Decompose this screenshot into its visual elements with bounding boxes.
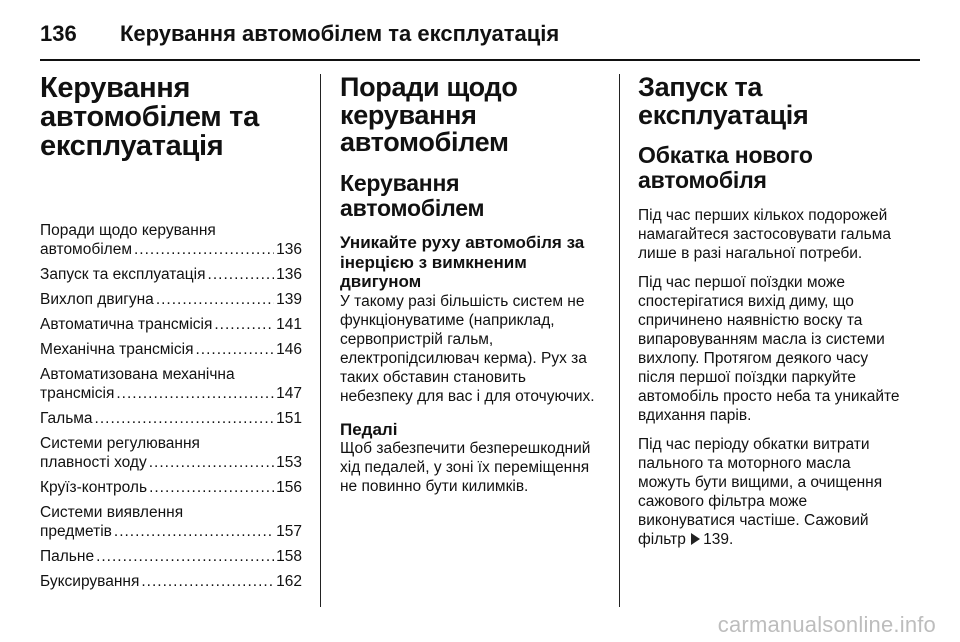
toc-leader-dots [156, 290, 274, 309]
toc-entry-final-line [40, 547, 302, 566]
toc-entry-final-line [40, 453, 302, 472]
column-toc [40, 74, 302, 597]
toc-entry-label: Вихлоп двигуна [40, 291, 154, 308]
toc-entry[interactable] [40, 221, 302, 259]
toc-entry[interactable] [40, 315, 302, 334]
toc-leader-dots [96, 547, 274, 566]
topic-heading-pedals: Педалі [340, 419, 398, 439]
page-number: 136 [40, 21, 77, 46]
toc-leader-dots [195, 340, 274, 359]
topic-heading-coasting: Уникайте руху автомобіля за інерцією з вимкненим двигуном [340, 233, 585, 292]
toc-entry[interactable] [40, 340, 302, 359]
toc-entry-final-line [40, 409, 302, 428]
toc-entry-label: Буксирування [40, 573, 140, 590]
toc-entry[interactable] [40, 434, 302, 472]
paragraph-coasting: У такому разі більшість систем не функціонуватиме (наприклад, сервопристрій гальм, електропідсилювач керма). Рух за таких обставин становить небезпеку для вас і для оточуючих. [340, 292, 595, 405]
toc-entry-label: Пальне [40, 548, 95, 565]
toc-leader-dots [114, 522, 274, 541]
toc-entry-final-line [40, 384, 302, 403]
toc-entry-label: трансмісія [40, 385, 115, 402]
toc-entry-final-line [40, 315, 302, 334]
toc-page-number: 157 [276, 523, 302, 540]
subsection-heading: Керування автомобілем [340, 169, 485, 221]
toc-entry[interactable] [40, 478, 302, 497]
toc-leader-dots [141, 572, 274, 591]
paragraph-consumption-text: Під час періоду обкатки витрати пального та моторного масла можуть бути вищими, а очищення сажового фільтра може виконуватися частіше. Сажовий фільтр [638, 435, 883, 548]
toc-page-number: 151 [276, 410, 302, 427]
paragraph-consumption [638, 435, 902, 549]
toc-page-number: 139 [276, 291, 302, 308]
toc-leader-dots [208, 265, 275, 284]
toc-entry[interactable] [40, 503, 302, 541]
toc-entry-line: Поради щодо керування [40, 222, 216, 239]
column-starting [638, 74, 902, 559]
column-divider-1 [320, 74, 321, 607]
toc-leader-dots [149, 453, 274, 472]
toc-entry[interactable] [40, 409, 302, 428]
section-heading-starting: Запуск та експлуатація [638, 72, 809, 130]
paragraph-pedals: Щоб забезпечити безперешкодний хід педалей, у зоні їх переміщення не повинно бути килимків. [340, 440, 591, 496]
toc-leader-dots [95, 409, 275, 428]
toc-leader-dots [134, 240, 274, 259]
paragraph-brakes: Під час перших кількох подорожей намагайтеся застосовувати гальма лише в разі нагальної потреби. [638, 206, 891, 262]
table-of-contents [40, 221, 302, 591]
toc-entry-final-line [40, 240, 302, 259]
toc-entry[interactable] [40, 365, 302, 403]
running-title: Керування автомобілем та експлуатація [120, 21, 560, 46]
toc-page-number: 156 [276, 479, 302, 496]
watermark-text: carmanualsonline.info [717, 612, 936, 637]
column-divider-2 [619, 74, 620, 607]
subsection-heading-runin: Обкатка нового автомобіля [638, 142, 813, 194]
toc-entry-label: плавності ходу [40, 454, 147, 471]
toc-leader-dots [116, 384, 274, 403]
toc-entry-final-line [40, 340, 302, 359]
toc-entry-label: Круїз-контроль [40, 479, 148, 496]
toc-entry-label: автомобілем [40, 241, 132, 258]
toc-page-number: 136 [276, 266, 302, 283]
toc-entry[interactable] [40, 547, 302, 566]
toc-entry-final-line [40, 478, 302, 497]
toc-page-number: 141 [276, 316, 302, 333]
toc-entry-label: Механічна трансмісія [40, 341, 194, 358]
toc-entry-final-line [40, 290, 302, 309]
toc-entry-final-line [40, 572, 302, 591]
page-header [40, 14, 920, 54]
page-reference-link[interactable]: 139. [703, 530, 734, 548]
toc-entry[interactable] [40, 290, 302, 309]
toc-page-number: 146 [276, 341, 302, 358]
toc-leader-dots [149, 478, 274, 497]
toc-entry[interactable] [40, 572, 302, 591]
toc-entry-label: предметів [40, 523, 112, 540]
toc-entry-line: Системи виявлення [40, 504, 184, 521]
toc-page-number: 153 [276, 454, 302, 471]
toc-entry-label: Автоматична трансмісія [40, 316, 213, 333]
toc-page-number: 158 [276, 548, 302, 565]
toc-entry-label: Запуск та експлуатація [40, 266, 206, 283]
paragraph-smoke: Під час першої поїздки може спостерігатися вихід диму, що спричинено наявністю воску та випаровуванням масла із системи вихлопу. Протягом деякого часу після першої поїздки паркуйте автомобіль просто неба та уникайте вдихання парів. [638, 273, 900, 424]
toc-entry-label: Гальма [40, 410, 93, 427]
toc-entry-line: Системи регулювання [40, 435, 200, 452]
toc-entry-final-line [40, 522, 302, 541]
header-rule [40, 59, 920, 61]
toc-entry-final-line [40, 265, 302, 284]
toc-leader-dots [214, 315, 274, 334]
chapter-title: Керування автомобілем та експлуатація [40, 72, 259, 162]
toc-entry[interactable] [40, 265, 302, 284]
toc-page-number: 136 [276, 241, 302, 258]
column-driving-hints [340, 74, 602, 506]
page-reference-arrow-icon [691, 533, 700, 545]
toc-page-number: 162 [276, 573, 302, 590]
toc-entry-line: Автоматизована механічна [40, 366, 235, 383]
toc-page-number: 147 [276, 385, 302, 402]
section-heading: Поради щодо керування автомобілем [340, 72, 518, 158]
